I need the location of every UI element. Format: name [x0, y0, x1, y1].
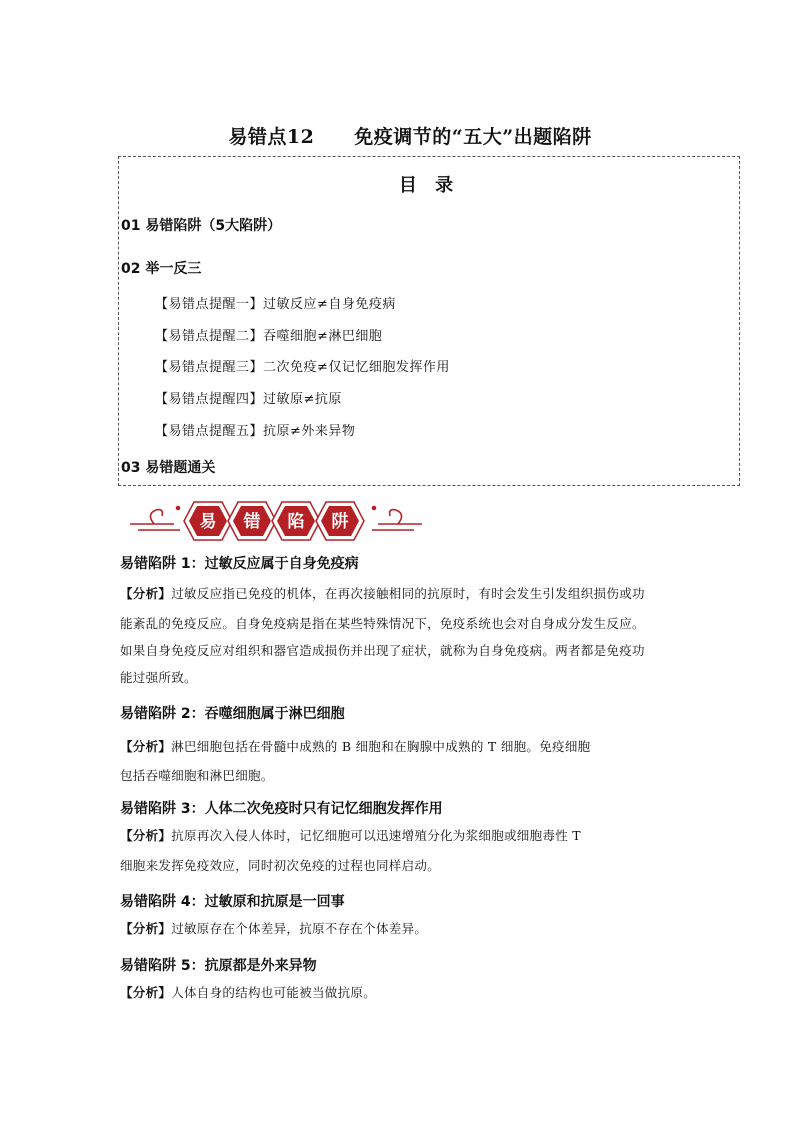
pitfall-heading: 易错陷阱 4：过敏原和抗原是一回事	[120, 894, 345, 910]
toc-section-2: 02 举一反三	[121, 261, 202, 277]
analysis-tag: 【分析】	[120, 586, 172, 601]
title-number: 易错点12	[228, 126, 315, 148]
analysis-tag: 【分析】	[120, 985, 172, 1000]
table-of-contents	[118, 156, 740, 486]
pitfall-heading: 易错陷阱 1：过敏反应属于自身免疫病	[120, 556, 359, 572]
analysis-line: 能紊乱的免疫反应。自身免疫病是指在某些特殊情况下，免疫系统也会对自身成分发生反应。	[120, 616, 645, 631]
toc-section-3: 03 易错题通关	[121, 460, 216, 476]
analysis-tag: 【分析】	[120, 921, 172, 936]
analysis-line: 【分析】抗原再次入侵人体时，记忆细胞可以迅速增殖分化为浆细胞或细胞毒性 T	[120, 828, 581, 843]
banner-char: 陷	[287, 512, 305, 532]
banner-char: 易	[199, 512, 217, 532]
analysis-line: 【分析】人体自身的结构也可能被当做抗原。	[120, 985, 377, 1000]
toc-item: 【易错点提醒二】吞噬细胞≠淋巴细胞	[155, 329, 383, 344]
section-banner	[128, 496, 424, 546]
title-text: 免疫调节的“五大”出题陷阱	[354, 126, 592, 148]
analysis-line: 包括吞噬细胞和淋巴细胞。	[120, 768, 274, 783]
analysis-line: 【分析】过敏原存在个体差异，抗原不存在个体差异。	[120, 921, 428, 936]
analysis-line: 能过强所致。	[120, 670, 197, 685]
banner-left-ornament	[130, 507, 180, 531]
page-title	[0, 122, 794, 149]
pitfall-heading: 易错陷阱 5：抗原都是外来异物	[120, 958, 317, 974]
toc-item: 【易错点提醒五】抗原≠外来异物	[155, 424, 356, 439]
analysis-tag: 【分析】	[120, 828, 172, 843]
toc-item: 【易错点提醒三】二次免疫≠仅记忆细胞发挥作用	[155, 360, 450, 375]
pitfall-heading: 易错陷阱 3：人体二次免疫时只有记忆细胞发挥作用	[120, 801, 443, 817]
pitfall-heading: 易错陷阱 2：吞噬细胞属于淋巴细胞	[120, 706, 345, 722]
banner-char: 错	[243, 512, 261, 532]
toc-heading: 目 录	[398, 175, 460, 196]
banner-right-ornament	[372, 507, 422, 531]
analysis-line: 如果自身免疫反应对组织和器官造成损伤并出现了症状，就称为自身免疫病。两者都是免疫功	[120, 643, 645, 658]
banner-char: 阱	[331, 512, 349, 532]
toc-item: 【易错点提醒一】过敏反应≠自身免疫病	[155, 297, 396, 312]
analysis-tag: 【分析】	[120, 739, 172, 754]
toc-item: 【易错点提醒四】过敏原≠抗原	[155, 392, 342, 407]
analysis-line: 【分析】淋巴细胞包括在骨髓中成熟的 B 细胞和在胸腺中成熟的 T 细胞。免疫细胞	[120, 739, 591, 754]
analysis-line: 【分析】过敏反应指已免疫的机体，在再次接触相同的抗原时，有时会发生引发组织损伤或功	[120, 586, 645, 601]
analysis-line: 细胞来发挥免疫效应，同时初次免疫的过程也同样启动。	[120, 858, 441, 873]
toc-section-1: 01 易错陷阱（5大陷阱）	[121, 218, 282, 234]
